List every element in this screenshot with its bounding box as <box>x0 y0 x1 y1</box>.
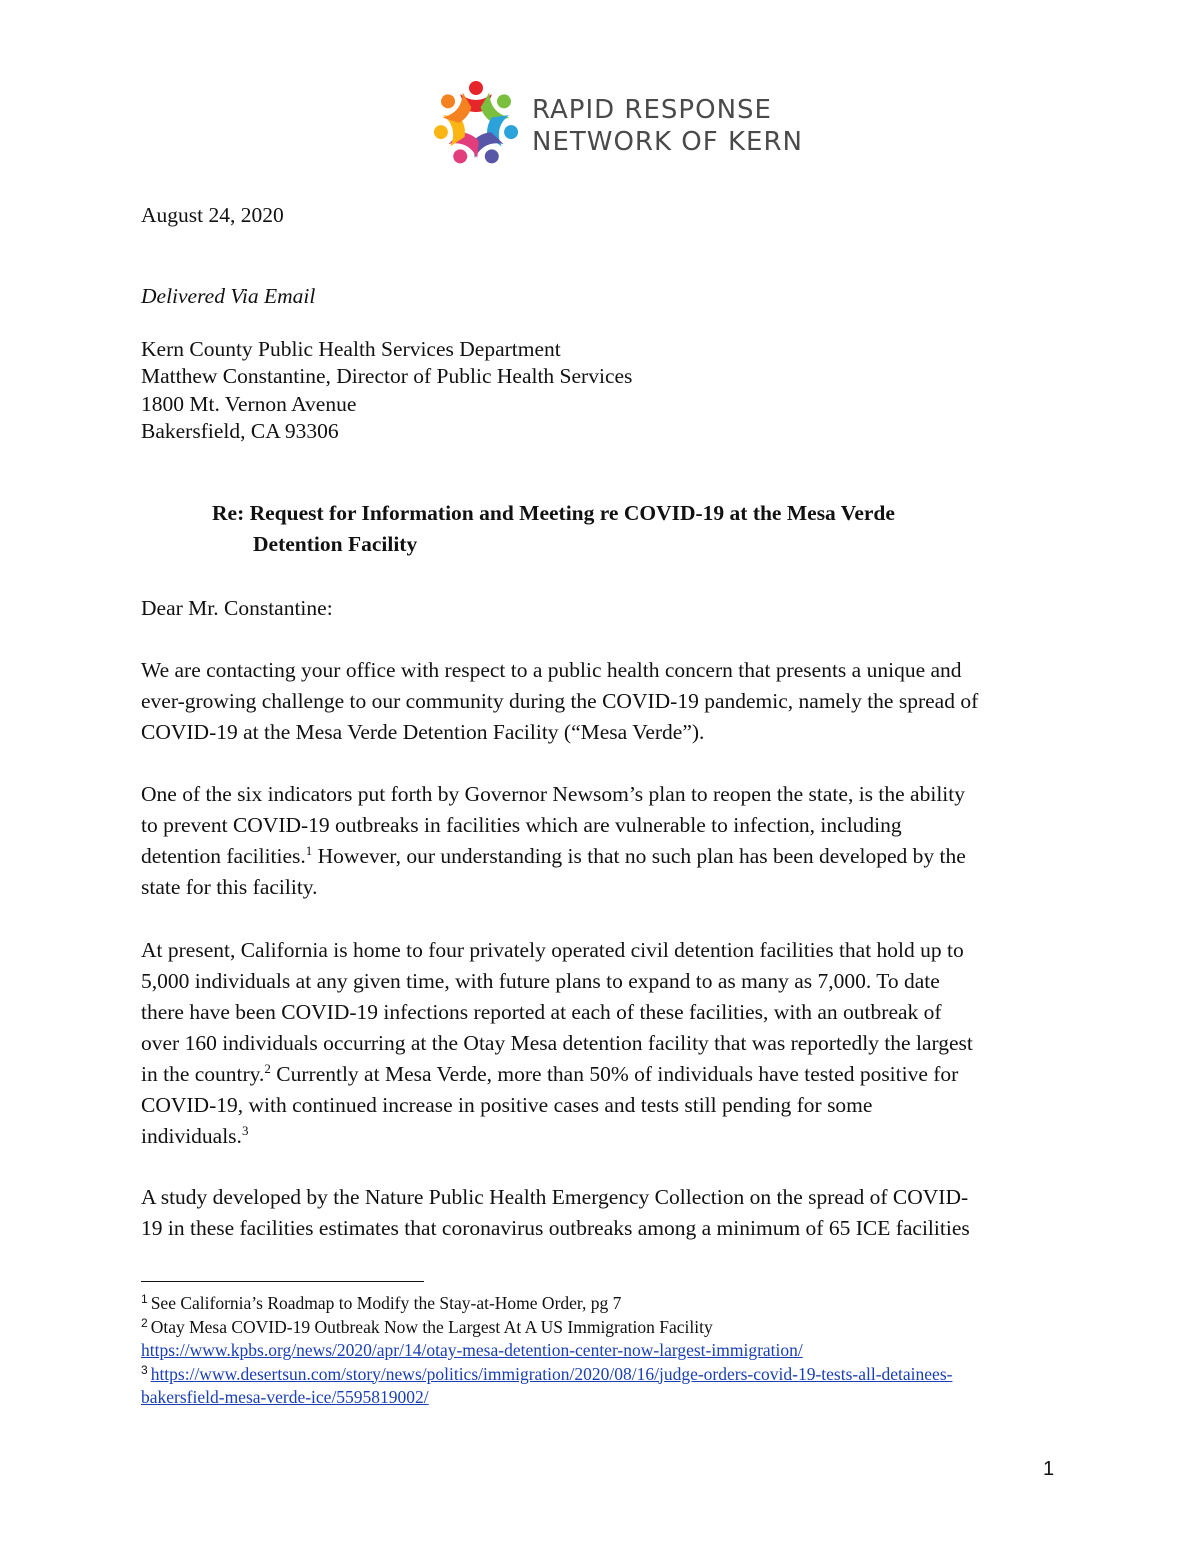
footnote-3-link[interactable]: https://www.desertsun.com/story/news/politics/immigration/2020/08/16/judge-orders-covid-19-tests-all-detainees- <box>150 1363 953 1384</box>
text-line: We are contacting your office with respect to a public health concern that presents a unique and <box>141 658 962 682</box>
footnote-text: Otay Mesa COVID-19 Outbreak Now the Largest At A US Immigration Facility <box>150 1316 713 1337</box>
delivery-method: Delivered Via Email <box>141 284 316 308</box>
subject-line <box>212 498 1012 560</box>
text-span: However, our understanding is that no such plan has been developed by the <box>312 844 966 868</box>
footnote-ref-2[interactable]: 2 <box>264 1061 271 1076</box>
footnote-3-link-continued[interactable]: bakersfield-mesa-verde-ice/5595819002/ <box>141 1387 429 1407</box>
subject-line-1: Re: Request for Information and Meeting re COVID-19 at the Mesa Verde <box>212 501 895 525</box>
text-line <box>141 1059 1066 1090</box>
text-line: One of the six indicators put forth by Governor Newsom’s plan to reopen the state, is the ability <box>141 782 965 806</box>
text-line: 19 in these facilities estimates that coronavirus outbreaks among a minimum of 65 ICE facilities <box>141 1216 970 1240</box>
text-line <box>141 1121 1066 1152</box>
paragraph-3 <box>141 935 1066 1152</box>
text-line: COVID-19 at the Mesa Verde Detention Facility (“Mesa Verde”). <box>141 720 705 744</box>
footnote-2-link-line <box>141 1339 1061 1363</box>
paragraph-2 <box>141 779 1066 903</box>
text-line: state for this facility. <box>141 875 318 899</box>
text-span: detention facilities. <box>141 844 306 868</box>
paragraph-4 <box>141 1182 1066 1244</box>
address-line: Kern County Public Health Services Department <box>141 337 561 361</box>
subject-line-2: Detention Facility <box>253 532 418 556</box>
footnote-1 <box>141 1292 1061 1316</box>
address-line: Matthew Constantine, Director of Public Health Services <box>141 364 633 389</box>
text-line: A study developed by the Nature Public Health Emergency Collection on the spread of COVID- <box>141 1185 969 1209</box>
text-line: 5,000 individuals at any given time, with future plans to expand to as many as 7,000. To date <box>141 969 940 993</box>
footnote-ref-1[interactable]: 1 <box>305 843 313 858</box>
logo-wordmark <box>532 94 803 158</box>
footnote-divider <box>141 1281 424 1282</box>
text-span: Currently at Mesa Verde, more than 50% of individuals have tested positive for <box>270 1062 959 1086</box>
text-line: there have been COVID-19 infections reported at each of these facilities, with an outbreak of <box>141 1000 942 1024</box>
footnote-ref-3[interactable]: 3 <box>241 1123 249 1138</box>
text-span: individuals. <box>141 1124 242 1148</box>
logo-line-2: NETWORK OF KERN <box>532 127 803 157</box>
text-span: in the country. <box>141 1062 265 1086</box>
footnotes <box>141 1292 1061 1410</box>
text-line: COVID-19, with continued increase in positive cases and tests still pending for some <box>141 1093 873 1117</box>
salutation: Dear Mr. Constantine: <box>141 596 333 620</box>
recipient-address <box>141 336 632 445</box>
text-line: to prevent COVID-19 outbreaks in facilities which are vulnerable to infection, including <box>141 813 902 837</box>
footnote-3-link-line <box>141 1386 1061 1410</box>
text-line <box>141 841 1066 872</box>
page-number: 1 <box>1043 1458 1055 1480</box>
letter-date: August 24, 2020 <box>141 203 284 227</box>
footnote-2-link[interactable]: https://www.kpbs.org/news/2020/apr/14/otay-mesa-detention-center-now-largest-immigration/ <box>141 1340 803 1360</box>
address-line: 1800 Mt. Vernon Avenue <box>141 391 357 416</box>
footnote-mark: 3 <box>141 1362 148 1377</box>
footnote-text: See California’s Roadmap to Modify the Stay-at-Home Order, pg 7 <box>150 1293 622 1313</box>
organization-logo <box>428 76 803 172</box>
text-line: ever-growing challenge to our community during the COVID-19 pandemic, namely the spread of <box>141 689 979 713</box>
address-line: Bakersfield, CA 93306 <box>141 418 339 443</box>
footnote-mark: 1 <box>141 1292 148 1306</box>
footnote-3 <box>141 1363 1061 1387</box>
circle-of-people-icon <box>428 76 524 172</box>
text-line: over 160 individuals occurring at the Otay Mesa detention facility that was reportedly the largest <box>141 1031 973 1055</box>
logo-line-1: RAPID RESPONSE <box>532 95 772 125</box>
footnote-mark: 2 <box>141 1315 148 1330</box>
paragraph-1 <box>141 655 1066 748</box>
text-line: At present, California is home to four privately operated civil detention facilities that hold up to <box>141 938 964 962</box>
footnote-2 <box>141 1316 1061 1340</box>
